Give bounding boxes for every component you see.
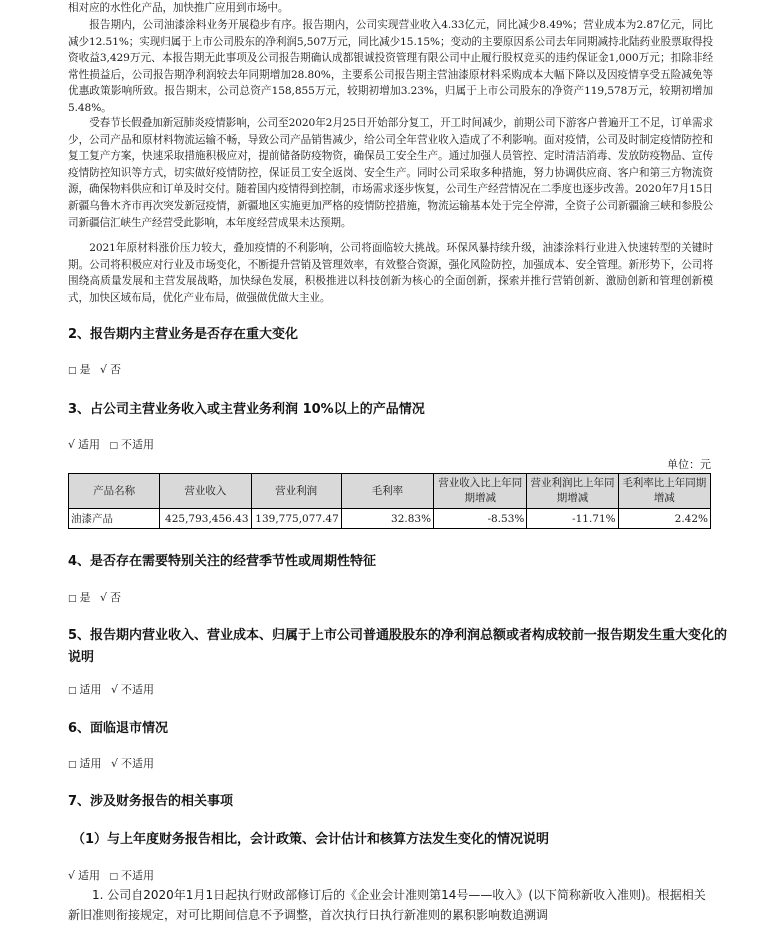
paragraph-epidemic: 受春节长假叠加新冠肺炎疫情影响，公司至2020年2月25日开始部分复工，开工时间减少，前期公司下游客户普遍开工不足，订单需求少，公司产品和原材料物流运输不畅，导致公司产品销售减少，给公司全年营业收入造成了不利影响。面对疫情，公司及时制定疫情防控和复工复产方案，快速采取措施积极应对，提前储备防疫物资，确保员工安全生产。通过加强人员管控、定时清洁消毒、发放防疫物品、宣传疫情防控知识等方式，切实做好疫情防控，保证员工安全返岗、安全生产。同时公司采取多种措施，努力协调供应商、客户和第三方物流资源，确保物料供应和订单及时交付。随着国内疫情得到控制，市场需求逐步恢复，公司生产经营情况在二季度也逐步改善。2020年7月15日新疆乌鲁木齐市再次突发新冠疫情，新疆地区实施更加严格的疫情防控措施，物流运输基本处于完全停滞，全资子公司新疆渝三峡和参股公司新疆信汇峡生产经营受此影响，本年度经营成果未达预期。 — [68, 117, 713, 229]
subsection-1-title: （1）与上年度财务报告相比，会计政策、会计估计和核算方法发生变化的情况说明 — [72, 832, 550, 847]
option-applicable-label: 适用 — [78, 869, 101, 882]
section-2-title: 2、报告期内主营业务是否存在重大变化 — [68, 327, 299, 342]
check-mark-icon: √ — [100, 591, 108, 604]
cell-profit-yoy: -11.71% — [527, 509, 618, 529]
section-7-title: 7、涉及财务报告的相关事项 — [68, 794, 234, 809]
header-margin-yoy: 毛利率比上年同期增减 — [618, 474, 710, 509]
option-yes-label: 是 — [79, 591, 91, 604]
header-revenue: 营业收入 — [160, 474, 251, 509]
header-revenue-yoy: 营业收入比上年同期增减 — [434, 474, 527, 509]
check-mark-icon: √ — [68, 438, 76, 451]
header-profit-yoy: 营业利润比上年同期增减 — [527, 474, 618, 509]
section-6-options — [68, 757, 154, 772]
header-gross-margin: 毛利率 — [341, 474, 433, 509]
note-new-revenue-standard: 1. 公司自2020年1月1日起执行财政部修订后的《企业会计准则第14号——收入》(以下简称新收入准则)。根据相关新旧准则衔接规定，对可比期间信息不予调整，首次执行日执行新准则的累积影响数追溯调 — [68, 888, 706, 922]
table-row — [69, 509, 711, 529]
paragraph-performance: 报告期内，公司油漆涂料业务开展稳步有序。报告期内，公司实现营业收入4.33亿元，同比减少8.49%；营业成本为2.87亿元，同比减少12.51%；实现归属于上市公司股东的净利润5,507万元，同比减少15.15%；变动的主要原因系公司去年同期减持北陆药业股票取得投资收益3,429万元、本报告期无此事项及公司报告期确认成都银诚投资管理有限公司中止履行股权竞买的违约保证金1,000万元；扣除非经常性损益后，公司报告期净利润较去年同期增加28.80%，主要系公司报告期主营油漆原材料采购成本大幅下降以及因疫情享受五险减免等优惠政策影响所致。报告期末，公司总资产158,855万元，较期初增加3.23%，归属于上市公司股东的净资产119,578万元，较期初增加5.48%。 — [68, 19, 713, 114]
option-applicable-label: 适用 — [79, 683, 102, 696]
section-5-title: 5、报告期内营业收入、营业成本、归属于上市公司普通股股东的净利润总额或者构成较前一报告期发生重大变化的说明 — [68, 628, 728, 665]
section-3-title: 3、占公司主营业务收入或主营业务利润 10%以上的产品情况 — [68, 402, 425, 417]
subsection-1-options — [68, 869, 154, 884]
option-not-applicable-label: 不适用 — [121, 869, 155, 882]
option-no-label: 否 — [110, 363, 122, 376]
unchecked-box-icon: □ — [68, 760, 77, 770]
cell-revenue: 425,793,456.43 — [160, 509, 251, 529]
option-applicable-label: 适用 — [78, 438, 101, 451]
section-4-title: 4、是否存在需要特别关注的经营季节性或周期性特征 — [68, 554, 377, 569]
section-4-options — [68, 591, 121, 606]
option-not-applicable-label: 不适用 — [121, 438, 155, 451]
section-6-title: 6、面临退市情况 — [68, 721, 169, 736]
cell-operating-profit: 139,775,077.47 — [251, 509, 341, 529]
section-3-options — [68, 438, 154, 453]
cell-product-name: 油漆产品 — [69, 509, 160, 529]
header-product-name: 产品名称 — [69, 474, 160, 509]
section-2-options — [68, 363, 121, 378]
header-operating-profit: 营业利润 — [251, 474, 341, 509]
check-mark-icon: √ — [111, 757, 119, 770]
unchecked-box-icon: □ — [68, 366, 77, 376]
product-table — [68, 473, 711, 529]
cell-gross-margin: 32.83% — [341, 509, 433, 529]
unchecked-box-icon: □ — [109, 872, 119, 882]
option-no-label: 否 — [110, 591, 122, 604]
unit-label: 单位：元 — [667, 458, 711, 471]
section-5-options — [68, 683, 154, 698]
check-mark-icon: √ — [100, 363, 108, 376]
check-mark-icon: √ — [111, 683, 119, 696]
unchecked-box-icon: □ — [109, 441, 119, 451]
cell-revenue-yoy: -8.53% — [434, 509, 527, 529]
option-not-applicable-label: 不适用 — [121, 683, 155, 696]
cell-margin-yoy: 2.42% — [618, 509, 710, 529]
paragraph-outlook: 2021年原材料涨价压力较大，叠加疫情的不利影响，公司将面临较大挑战。环保风暴持续升级，油漆涂料行业进入快速转型的关键时期。公司将积极应对行业及市场变化，不断提升营销及管理效率，有效整合资源，强化风险防控，加强成本、安全管理。新形势下，公司将围绕高质量发展和主营发展战略，加快绿色发展，积极推进以科技创新为核心的全面创新，探索并推行营销创新、激励创新和管理创新模式，加快区域布局，优化产业布局，做强做优做大主业。 — [68, 242, 713, 304]
option-yes-label: 是 — [79, 363, 91, 376]
option-applicable-label: 适用 — [79, 757, 102, 770]
table-header-row — [69, 474, 711, 509]
check-mark-icon: √ — [68, 869, 76, 882]
option-not-applicable-label: 不适用 — [121, 757, 155, 770]
intro-line: 相对应的水性化产品，加快推广应用到市场中。 — [68, 2, 289, 14]
unchecked-box-icon: □ — [68, 686, 77, 696]
unchecked-box-icon: □ — [68, 594, 77, 604]
